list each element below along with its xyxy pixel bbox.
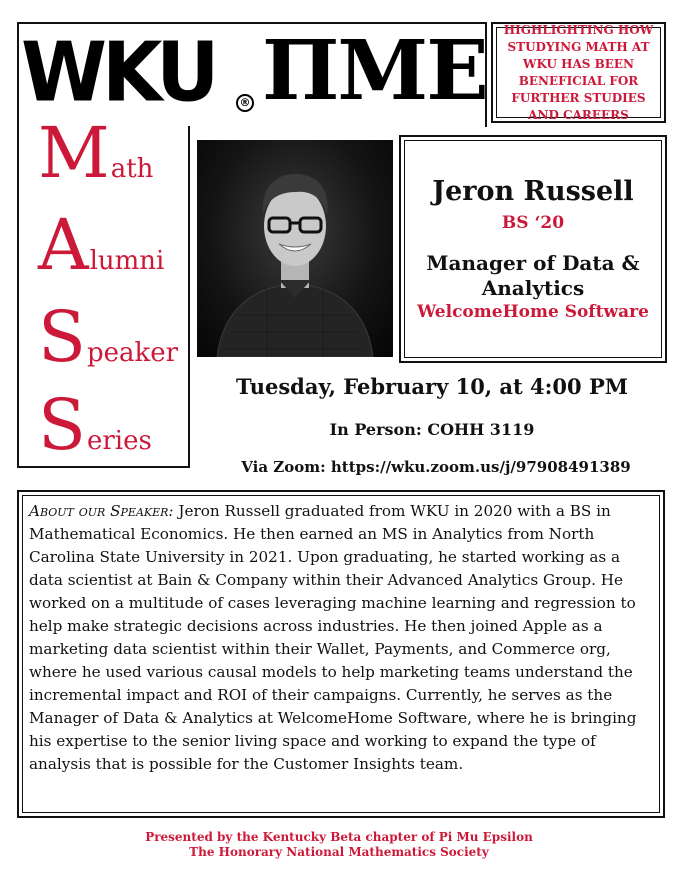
footer-presented-by: Presented by the Kentucky Beta chapter of Pi Mu Epsilon xyxy=(145,830,533,844)
speaker-photo xyxy=(197,140,393,357)
event-date: Tuesday, February 10, at 4:00 PM xyxy=(236,374,628,399)
speaker-company: WelcomeHome Software xyxy=(417,302,649,322)
about-speaker-text xyxy=(22,495,660,813)
tagline-text: HIGHLIGHTING HOW STUDYING MATH AT WKU HAS BEEN BENEFICIAL FOR FURTHER STUDIES AND CAREERS xyxy=(496,27,661,118)
series-row-series xyxy=(38,384,152,466)
event-location: In Person: COHH 3119 xyxy=(329,420,535,439)
speaker-portrait-icon xyxy=(197,140,393,357)
masthead-divider xyxy=(188,126,190,468)
footer-society: The Honorary National Mathematics Society xyxy=(189,845,489,859)
series-initial: M xyxy=(38,112,110,194)
series-word: peaker xyxy=(86,338,179,368)
series-word: lumni xyxy=(89,246,165,276)
speaker-job-title: Manager of Data & Analytics xyxy=(426,251,640,300)
series-row-speaker xyxy=(38,296,179,378)
series-row-alumni xyxy=(38,204,165,286)
speaker-degree: BS ‘20 xyxy=(501,213,565,233)
about-body: Jeron Russell graduated from WKU in 2020 with a BS in Mathematical Economics. He then earned an MS in Analytics from North Carolina State University in 2021. Upon graduating, he started working as a data scientist at Bain & Company within their Advanced Analytics Group. He worked on a multitude of cases leveraging machine learning and regression to help make strategic decisions across industries. He then joined Apple as a marketing data scientist within their Wallet, Payments, and Commerce org, where he used various causal models to help marketing teams understand the incremental impact and ROI of their campaigns. Currently, he serves as the Manager of Data & Analytics at WelcomeHome Software, where he is bringing his expertise to the senior living space and working to expand the type of analysis that is possible for the Customer Insights team. xyxy=(29,502,637,773)
pme-letters: ΠΜΕ xyxy=(262,23,487,119)
registered-mark: ® xyxy=(236,94,254,112)
series-word: eries xyxy=(86,426,152,456)
about-label: About our Speaker: xyxy=(29,502,174,520)
series-initial: A xyxy=(38,204,89,286)
series-initial: S xyxy=(38,296,86,378)
speaker-name: Jeron Russell xyxy=(432,176,634,207)
zoom-link[interactable] xyxy=(198,458,674,476)
speaker-info-box xyxy=(399,135,667,363)
wku-logo: WKU xyxy=(21,26,215,121)
series-initial: S xyxy=(38,384,86,466)
footer xyxy=(0,830,678,860)
about-speaker-box xyxy=(17,490,665,818)
series-row-math xyxy=(38,112,154,194)
series-word: ath xyxy=(110,154,154,184)
tagline-box xyxy=(491,22,666,123)
zoom-link-text[interactable]: Via Zoom: https://wku.zoom.us/j/97908491389 xyxy=(241,458,631,476)
